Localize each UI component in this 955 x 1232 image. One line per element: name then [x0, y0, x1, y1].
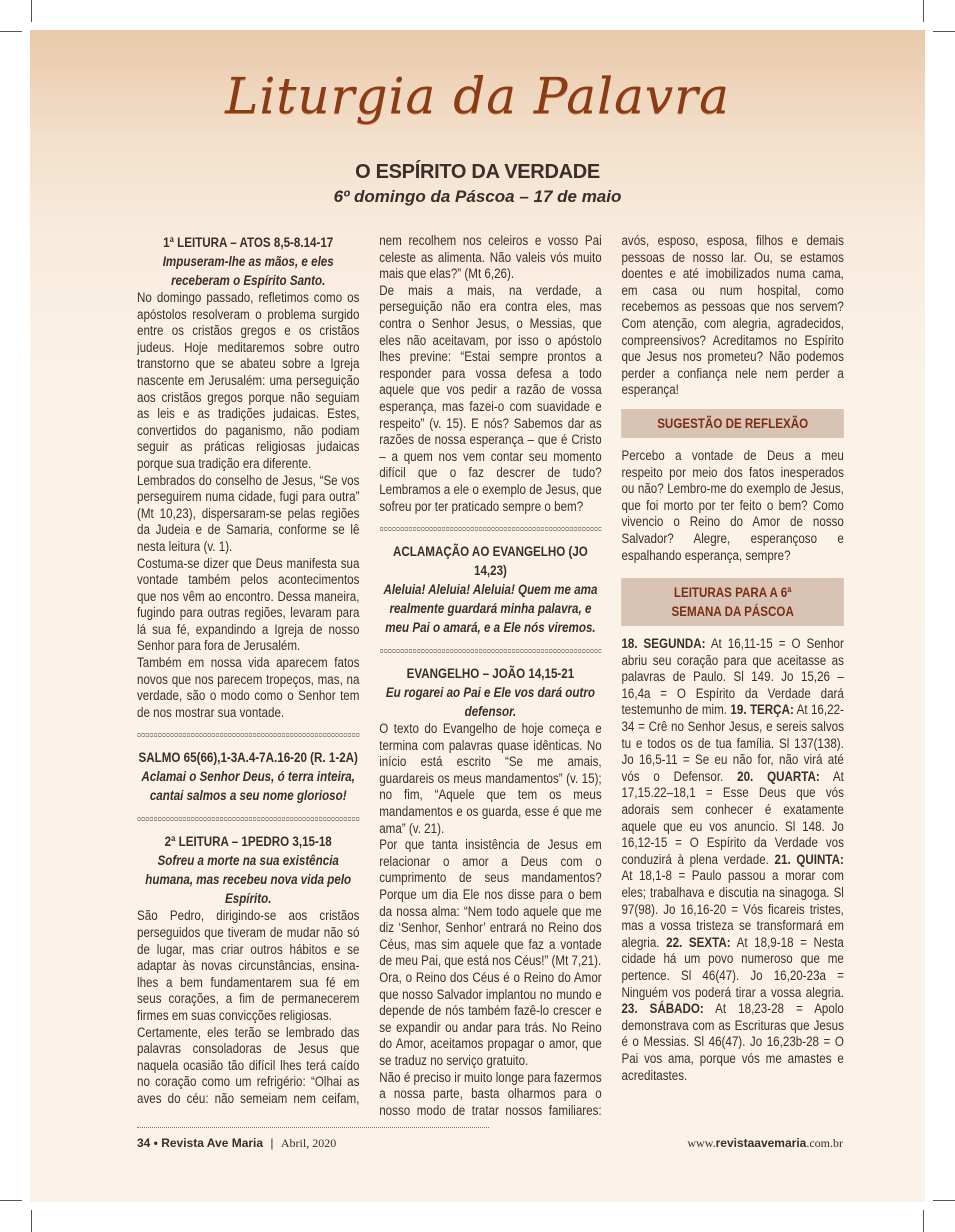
day-text: At 18,1-8 = Paulo passou a morar com eles; trabalhava e discutia na sinagoga. Sl 97(98). Jo 16,16-20 = Vós ficareis tristes, mas a vossa tristeza se transformará em alegria.	[621, 868, 844, 950]
day-text: At 17,15.22–18,1 = Esse Deus que vós adorais sem conhecer é exatamente aquele que eu vos anuncio. Sl 148. Jo 16,12-15 = O Espírito da Verdade vos conduzirá à plena verdade.	[621, 768, 844, 867]
week-readings-heading: LEITURAS PARA A 6ª SEMANA DA PÁSCOA	[621, 578, 843, 626]
page-title: O ESPÍRITO DA VERDADE	[355, 161, 600, 183]
day-label: 19. TERÇA:	[730, 702, 794, 718]
day-label: 22. SEXTA:	[666, 934, 731, 950]
day-label: 18. SEGUNDA:	[621, 636, 706, 652]
paragraph: São Pedro, dirigindo-se aos cristãos perseguidos que tiveram de mudar não só de lugar, mas criar outros hábitos e se adaptar às novas circunstâncias, ensina-lhes a bem fundamentarem sua fé em seus corações, a fim de permanecerem firmes em suas convicções religiosas.	[137, 908, 360, 1023]
divider	[137, 732, 359, 738]
second-reading-quote: Sofreu a morte na sua existência humana, mas recebeu nova vida pelo Espírito.	[145, 853, 352, 907]
url-name: revistaavemaria	[715, 1136, 807, 1150]
day-label: 21. QUINTA:	[774, 851, 844, 867]
psalm-quote: Aclamai o Senhor Deus, ó terra inteira, cantai salmos a seu nome glorioso!	[141, 769, 355, 804]
article-body	[137, 233, 844, 1121]
divider	[379, 526, 601, 532]
paragraph: Ora, o Reino dos Céus é o Reino do Amor que nosso Salvador implantou no mundo e depende de nós também fazê-lo crescer e se expandir ou andar para trás. No Reino do Amor, aceitamos propagar o amor, que se traduz no serviço gratuito.	[379, 970, 602, 1068]
paragraph: De mais a mais, na verdade, a perseguição não era contra eles, mas contra o Senhor Jesus, o Messias, que eles não aceitavam, por isso o apóstolo lhes previne: “Estai sempre prontos a responder para vossa defesa a todo aquele que vos pedir a razão de vossa esperança, mas fazei-o com suavidade e respeito” (v. 15). E nós? Sabemos dar as razões de nossa esperança – que é Cristo – a quem nos vem contar seu momento difícil que o faz descrer de tudo? Lembramos a ele o exemplo de Jesus, que sofreu por ter praticado sempre o bem?	[379, 282, 602, 514]
acclamation-quote: Aleluia! Aleluia! Aleluia! Quem me ama realmente guardará minha palavra, e meu Pai o amará, e a Ele nós viremos.	[383, 582, 598, 636]
gospel-heading: EVANGELHO – JOÃO 14,15-21	[406, 666, 575, 682]
url-prefix: www.	[687, 1136, 716, 1150]
week-readings-list	[621, 636, 843, 1084]
divider	[137, 816, 359, 822]
acclamation-heading: ACLAMAÇÃO AO EVANGELHO (JO 14,23)	[393, 544, 588, 579]
paragraph: Por que tanta insistência de Jesus em relacionar o amor a Deus com o cumprimento de seus mandamentos? Porque um dia Ele nos disse para o bem da nossa alma: “Nem todo aquele que me diz ‘Senhor, Senhor’ entrará no Reino dos Céus, mas sim aquele que faz a vontade de meu Pai, que está nos Céus!” (Mt 7,21).	[379, 837, 602, 969]
footer-divider	[137, 1127, 489, 1128]
first-reading-heading: 1ª LEITURA – ATOS 8,5-8.14-17	[163, 235, 334, 250]
website-link[interactable]	[687, 1136, 843, 1151]
paragraph: Costuma-se dizer que Deus manifesta sua vontade também pelos acontecimentos que nos vêm ao encontro. Dessa maneira, fugindo para outras regiões, levaram para lá sua fé, expandindo a Igreja de nosso Senhor para fora de Jerusalém.	[137, 555, 360, 654]
footer-page-info	[137, 1136, 336, 1151]
gospel-quote: Eu rogarei ao Pai e Ele vos dará outro defensor.	[385, 685, 595, 720]
section-title: Liturgia da Palavra	[225, 67, 730, 125]
first-reading-quote: Impuseram-lhe as mãos, e eles receberam o Espírito Santo.	[162, 254, 334, 288]
paragraph: Não é preciso ir muito longe para fazermos a nossa parte, basta olharmos para o nosso modo de tratar nossos familiares: avós, esposo, esposa, filhos e demais pessoas de nosso lar. Ou, se estamos doentes e até imobilizados numa cama, em casa ou num hospital, como recebemos as pessoas que nos servem? Com atenção, com alegria, agradecidos, compreensivos? Acreditamos no Espírito que Jesus nos prometeu? Não podemos perder a confiança nele nem perder a esperança!	[379, 233, 844, 1118]
day-label: 23. SÁBADO:	[621, 1001, 704, 1017]
page-subtitle: 6º domingo da Páscoa – 17 de maio	[333, 187, 622, 206]
second-reading-heading: 2ª LEITURA – 1PEDRO 3,15-18	[164, 834, 332, 850]
page-number: 34 • Revista Ave Maria	[137, 1136, 264, 1150]
paragraph: Também em nossa vida aparecem fatos novos que nos parecem tropeços, mas, na verdade, são o modo como o Senhor tem de nos mostrar sua vontade.	[137, 655, 360, 720]
paragraph: Certamente, eles terão se lembrado das palavras consoladoras de Jesus que naquela ocasião tão difícil lhes terá caído no coração como um refrigério: “Olhai as aves do céu: não semeiam nem ceifam, nem recolhem nos celeiros e vosso Pai celeste as alimenta. Não valeis vós muito mais que elas?” (Mt 6,26).	[137, 233, 602, 1106]
paragraph: No domingo passado, refletimos como os apóstolos resolveram o problema surgido entre os cristãos gregos e os cristãos judeus. Hoje meditaremos sobre outro transtorno que se abateu sobre a Igreja nascente em Jerusalém: uma perseguição aos cristãos gregos porque não seguiam as leis e as tradições judaicas. Estes, convertidos do paganismo, não podiam seguir as práticas religiosas judaicas porque sua tradição era diferente.	[137, 290, 360, 471]
reflection-text: Percebo a vontade de Deus a meu respeito por meio dos fatos inesperados ou não? Lembro-me do exemplo de Jesus, que foi morto por ter feito o bem? Como vivencio o Reino do Amor de nosso Salvador? Alegre, esperançoso e espalhando esperança, sempre?	[621, 447, 844, 563]
paragraph: O texto do Evangelho de hoje começa e termina com palavras quase idênticas. No início está escrito “Se me amais, guardareis os meus mandamentos” (v. 15); no fim, “Aquele que tem os meus mandamentos e os guarda, esse é que me ama” (v. 21).	[379, 721, 602, 836]
issue-date: Abril, 2020	[280, 1136, 337, 1150]
psalm-heading: SALMO 65(66),1-3A.4-7A.16-20 (R. 1-2A)	[138, 750, 358, 766]
day-text: At 16,22-34 = Crê no Senhor Jesus, e sereis salvos tu e todos os de tua família. Sl 137(138). Jo 16,5-11 = Se eu não for, não virá até vós o Defensor.	[621, 702, 844, 784]
reflection-heading: SUGESTÃO DE REFLEXÃO	[621, 409, 843, 438]
day-text: At 18,23-28 = Apolo demonstrava com as Escrituras que Jesus é o Messias. Sl 46(47). Jo 16,23b-28 = O Pai vos ama, porque vós me amastes e acreditastes.	[621, 1001, 844, 1083]
day-label: 20. QUARTA:	[737, 768, 820, 784]
day-text: At 16,11-15 = O Senhor abriu seu coração para que aceitasse as palavras de Paulo. Sl 149. Jo 15,26 – 16,4a = O Espírito da Verdade dará testemunho de mim.	[621, 636, 844, 718]
day-text: At 18,9-18 = Nesta cidade há um povo numeroso que me pertence. Sl 46(47). Jo 16,20-23a = Ninguém vos poderá tirar a vossa alegria.	[621, 934, 844, 1000]
footer-separator: |	[270, 1136, 274, 1150]
divider	[379, 648, 601, 654]
url-suffix: .com.br	[806, 1136, 843, 1150]
paragraph: Lembrados do conselho de Jesus, “Se vos perseguirem numa cidade, fugi para outra” (Mt 10,23), dispersaram-se pelas regiões da Judeia e de Samaria, conforme se lê nesta leitura (v. 1).	[137, 472, 360, 554]
